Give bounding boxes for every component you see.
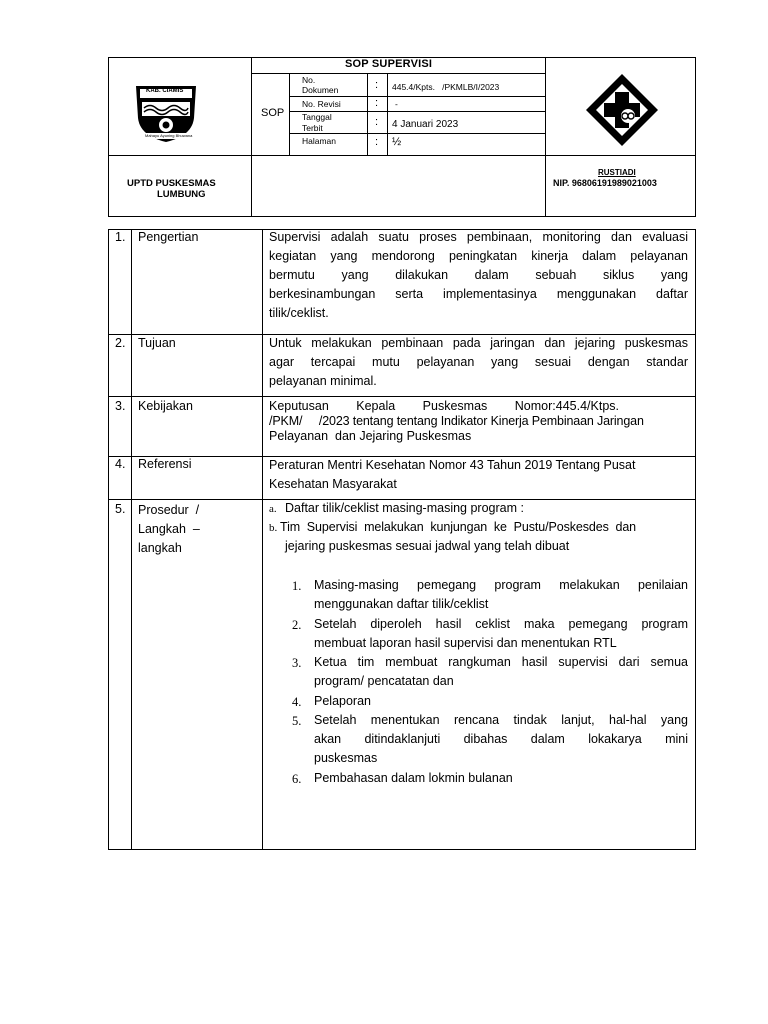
step-number: 5. bbox=[292, 714, 302, 728]
content-line: Keputusan Kepala Puskesmas Nomor:445.4/Ktps. bbox=[269, 399, 619, 413]
page-value: ½ bbox=[392, 136, 402, 148]
step-text: Setelah diperoleh hasil ceklist maka pemegang program bbox=[314, 617, 688, 631]
signer-nip: NIP. 96806191989021003 bbox=[553, 178, 657, 188]
step-text: Ketua tim membuat rangkuman hasil supervisi dari semua bbox=[314, 655, 688, 669]
step-text: menggunakan daftar tilik/ceklist bbox=[314, 597, 489, 611]
section-number: 1. bbox=[115, 230, 126, 244]
step-number: 2. bbox=[292, 618, 302, 632]
item-text: Daftar tilik/ceklist masing-masing program : bbox=[285, 501, 524, 515]
doc-number-label-2: Dokumen bbox=[302, 85, 339, 95]
puskesmas-logo bbox=[584, 72, 660, 148]
step-number: 4. bbox=[292, 695, 302, 709]
issue-date-label-1: Tanggal bbox=[302, 112, 332, 122]
section-label: Tujuan bbox=[138, 336, 176, 350]
doc-number-colon: : bbox=[375, 79, 379, 91]
content-line: kegiatan yang mendorong peningkatan kinerja dalam pelayanan bbox=[269, 249, 688, 263]
sop-label: SOP bbox=[261, 107, 285, 119]
signer-name: RUSTIADI bbox=[598, 168, 636, 177]
revision-label: No. Revisi bbox=[302, 99, 341, 109]
page-colon: : bbox=[375, 136, 379, 148]
item-text: Tim Supervisi melakukan kunjungan ke Pustu/Poskesdes dan bbox=[280, 520, 637, 534]
section-label: Kebijakan bbox=[138, 399, 193, 413]
issue-date-value: 4 Januari 2023 bbox=[392, 119, 459, 130]
section-label: Langkah – bbox=[138, 522, 200, 536]
doc-number-value: 445.4/Kpts. /PKMLB/I/2023 bbox=[392, 82, 500, 92]
regency-logo bbox=[132, 80, 200, 144]
section-label: langkah bbox=[138, 541, 182, 555]
step-text: Masing-masing pemegang program melakukan penilaian bbox=[314, 578, 688, 592]
section-number: 5. bbox=[115, 502, 126, 516]
item-letter: a. bbox=[269, 503, 277, 515]
step-text: puskesmas bbox=[314, 751, 378, 765]
page-title: SOP SUPERVISI bbox=[345, 58, 433, 70]
issue-date-colon: : bbox=[375, 116, 379, 128]
content-line: tilik/ceklist. bbox=[269, 306, 329, 320]
step-text: akan ditindaklanjuti dibahas dalam lokakarya mini bbox=[314, 732, 688, 746]
step-text: Pelaporan bbox=[314, 694, 371, 708]
content-line: pelayanan minimal. bbox=[269, 374, 377, 388]
step-text: Pembahasan dalam lokmin bulanan bbox=[314, 771, 513, 785]
section-number: 2. bbox=[115, 336, 126, 350]
section-label: Prosedur / bbox=[138, 503, 200, 517]
step-number: 3. bbox=[292, 656, 302, 670]
content-line: bermutu yang dilakukan dalam sebuah siklus yang bbox=[269, 268, 688, 282]
step-text: program/ pencatatan dan bbox=[314, 674, 454, 688]
content-line: berkesinambungan serta implementasinya menggunakan daftar bbox=[269, 287, 688, 301]
content-line: Supervisi adalah suatu proses pembinaan, monitoring dan evaluasi bbox=[269, 230, 688, 244]
logo-motto-text: Mahayu Ayuning Bhuwana bbox=[145, 133, 193, 138]
page-label: Halaman bbox=[302, 136, 337, 146]
content-line: Peraturan Mentri Kesehatan Nomor 43 Tahun 2019 Tentang Pusat bbox=[269, 458, 636, 472]
step-text: membuat laporan hasil supervisi dan menentukan RTL bbox=[314, 636, 617, 650]
item-letter: b. bbox=[269, 522, 278, 534]
step-text: Setelah menentukan rencana tindak lanjut, hal-hal yang bbox=[314, 713, 688, 727]
doc-number-label-1: No. bbox=[302, 75, 316, 85]
content-line: Pelayanan dan Jejaring Puskesmas bbox=[269, 429, 472, 443]
item-text: jejaring puskesmas sesuai jadwal yang telah dibuat bbox=[285, 539, 570, 553]
step-number: 6. bbox=[292, 772, 302, 786]
issue-date-label-2: Terbit bbox=[302, 123, 323, 133]
revision-value: - bbox=[395, 99, 398, 109]
org-name-line-1: UPTD PUSKESMAS bbox=[127, 178, 216, 189]
content-line: Untuk melakukan pembinaan pada jaringan dan jejaring puskesmas bbox=[269, 336, 688, 350]
section-number: 4. bbox=[115, 457, 126, 471]
content-line: /PKM/ /2023 tentang tentang Indikator Kinerja Pembinaan Jaringan bbox=[269, 414, 644, 428]
content-line: Kesehatan Masyarakat bbox=[269, 477, 397, 491]
section-label: Referensi bbox=[138, 457, 192, 471]
step-number: 1. bbox=[292, 579, 302, 593]
section-label: Pengertian bbox=[138, 230, 199, 244]
logo-banner-text: KAB. CIAMIS bbox=[146, 88, 184, 94]
org-name-line-2: LUMBUNG bbox=[157, 189, 206, 200]
content-line: agar tercapai mutu pelayanan yang sesuai dengan standar bbox=[269, 355, 688, 369]
revision-colon: : bbox=[375, 97, 379, 109]
section-number: 3. bbox=[115, 399, 126, 413]
